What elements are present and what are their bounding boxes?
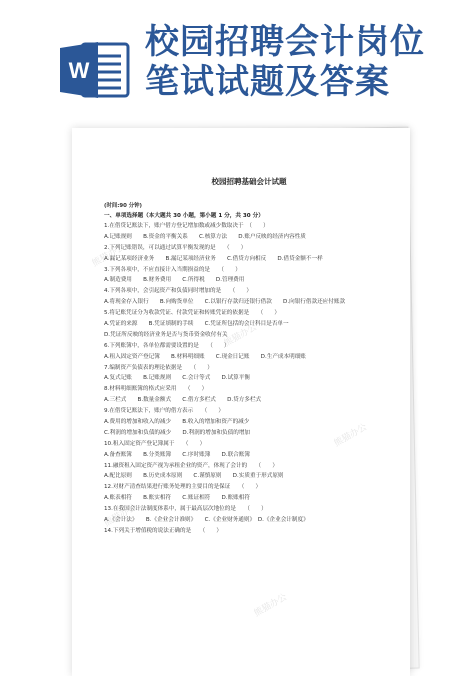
watermark: 熊猫办公 bbox=[222, 322, 259, 350]
word-logo-letter: W bbox=[68, 58, 90, 83]
question-line: 10.租入固定资产登记簿属于 （ ） bbox=[104, 440, 206, 447]
watermark: 熊猫办公 bbox=[252, 592, 289, 620]
header-banner bbox=[0, 0, 474, 118]
question-line: A.漏记某项经济业务 B.漏记某项经济业务 C.借贷方向相反 D.借贷金额不一样 bbox=[104, 255, 323, 262]
question-line: 11.融资租入固定资产视为承租企业的资产，体现了会计的 （ ） bbox=[104, 462, 278, 469]
question-line: A.账表相符 B.账实相符 C.账证相符 D.账账相符 bbox=[104, 495, 250, 502]
question-line: 1.在借贷记账法下，账户借方登记增加数或减少数取决于 （ ） bbox=[104, 223, 269, 229]
watermark: 熊猫办公 bbox=[90, 242, 127, 270]
watermark: 熊猫办公 bbox=[332, 422, 369, 450]
question-line: A.备查账簿 B.分类账簿 C.序时账簿 D.联合账簿 bbox=[104, 451, 250, 458]
question-list bbox=[104, 221, 404, 537]
exam-time: (时间:90 分钟) bbox=[104, 203, 143, 209]
question-line: 8.材料明细账簿的格式应采用 （ ） bbox=[104, 386, 208, 393]
question-line: C.利润的增加和负债的减少 D.利润的增加和负债的增加 bbox=[104, 429, 251, 436]
page-title bbox=[145, 22, 425, 102]
document-title: 校园招聘基础会计试题 bbox=[211, 177, 287, 186]
question-line: A.费用的增加和收入的减少 B.收入的增加和资产的减少 bbox=[104, 419, 250, 426]
word-icon bbox=[58, 40, 132, 100]
title-line-2: 笔试试题及答案 bbox=[145, 62, 390, 102]
question-line: A.三栏式 B.数量金额式 C.借方多栏式 D.贷方多栏式 bbox=[104, 397, 262, 404]
question-line: A.配比原则 B.历史成本原则 C.谨慎原则 D.实质重于形式原则 bbox=[104, 473, 284, 480]
question-line: A.凭证的来源 B.凭证填制的手续 C.凭证所包括的会计科目是否单一 bbox=[104, 321, 289, 328]
question-line: 14.下列关于增值税的说法正确的是 （ ） bbox=[104, 527, 222, 534]
question-line: 6.下列账簿中，各单位都需要设置的是 （ ） bbox=[104, 342, 230, 349]
question-line: 4.下列各项中，会引起资产和负债同时增加的是 （ ） bbox=[104, 288, 252, 295]
question-line: A.《会计法》 B.《企业会计准则》 C.《企业财务通则》 D.《企业会计制度》 bbox=[104, 517, 309, 524]
title-line-1: 校园招聘会计岗位 bbox=[145, 22, 425, 62]
document-preview bbox=[72, 128, 410, 676]
question-line: A.制造费用 B.财务费用 C.所得税 D.管理费用 bbox=[104, 277, 245, 284]
question-line: A.将现金存入银行 B.向购货单位 C.以银行存款归还银行借款 D.向银行借款还应付账款 bbox=[104, 299, 346, 306]
question-line: A.复式记账 B.记账规则 C.会计等式 D.试算平衡 bbox=[104, 375, 250, 382]
question-line: 2.下列记账错误，可以通过试算平衡发现的是 （ ） bbox=[104, 244, 247, 251]
question-line: A.租入固定资产登记簿 B.材料明细账 C.现金日记账 D.生产成本明细账 bbox=[104, 353, 306, 360]
question-line: 12.对财产清查结果进行账务处理的主要目的是保证 （ ） bbox=[104, 484, 262, 491]
question-line: D.凭证所反映的经济业务是否与货币资金收付有关 bbox=[104, 331, 228, 338]
question-line: 7.编制资产负债表的理论依据是 （ ） bbox=[104, 364, 213, 371]
section-heading: 一、单项选择题（本大题共 30 小题，第小题 1 分，共 30 分） bbox=[104, 213, 264, 219]
question-line: 13.在我国会计法制度体系中，属于最高层次地位的是 （ ） bbox=[104, 506, 267, 513]
question-line: 3.下列各项中，不应直接计入当期损益的是 （ ） bbox=[104, 266, 241, 273]
question-line: 5.将记账凭证分为收款凭证、付款凭证和转账凭证的依据是 （ ） bbox=[104, 310, 280, 317]
question-line: 9.在借贷记账法下，账户的借方表示 （ ） bbox=[104, 408, 225, 415]
watermark: 熊猫办公 bbox=[102, 502, 139, 530]
question-line: A.记账规则 B.资金的平衡关系 C.核算方法 D.账户反映的经济内容性质 bbox=[104, 233, 306, 240]
